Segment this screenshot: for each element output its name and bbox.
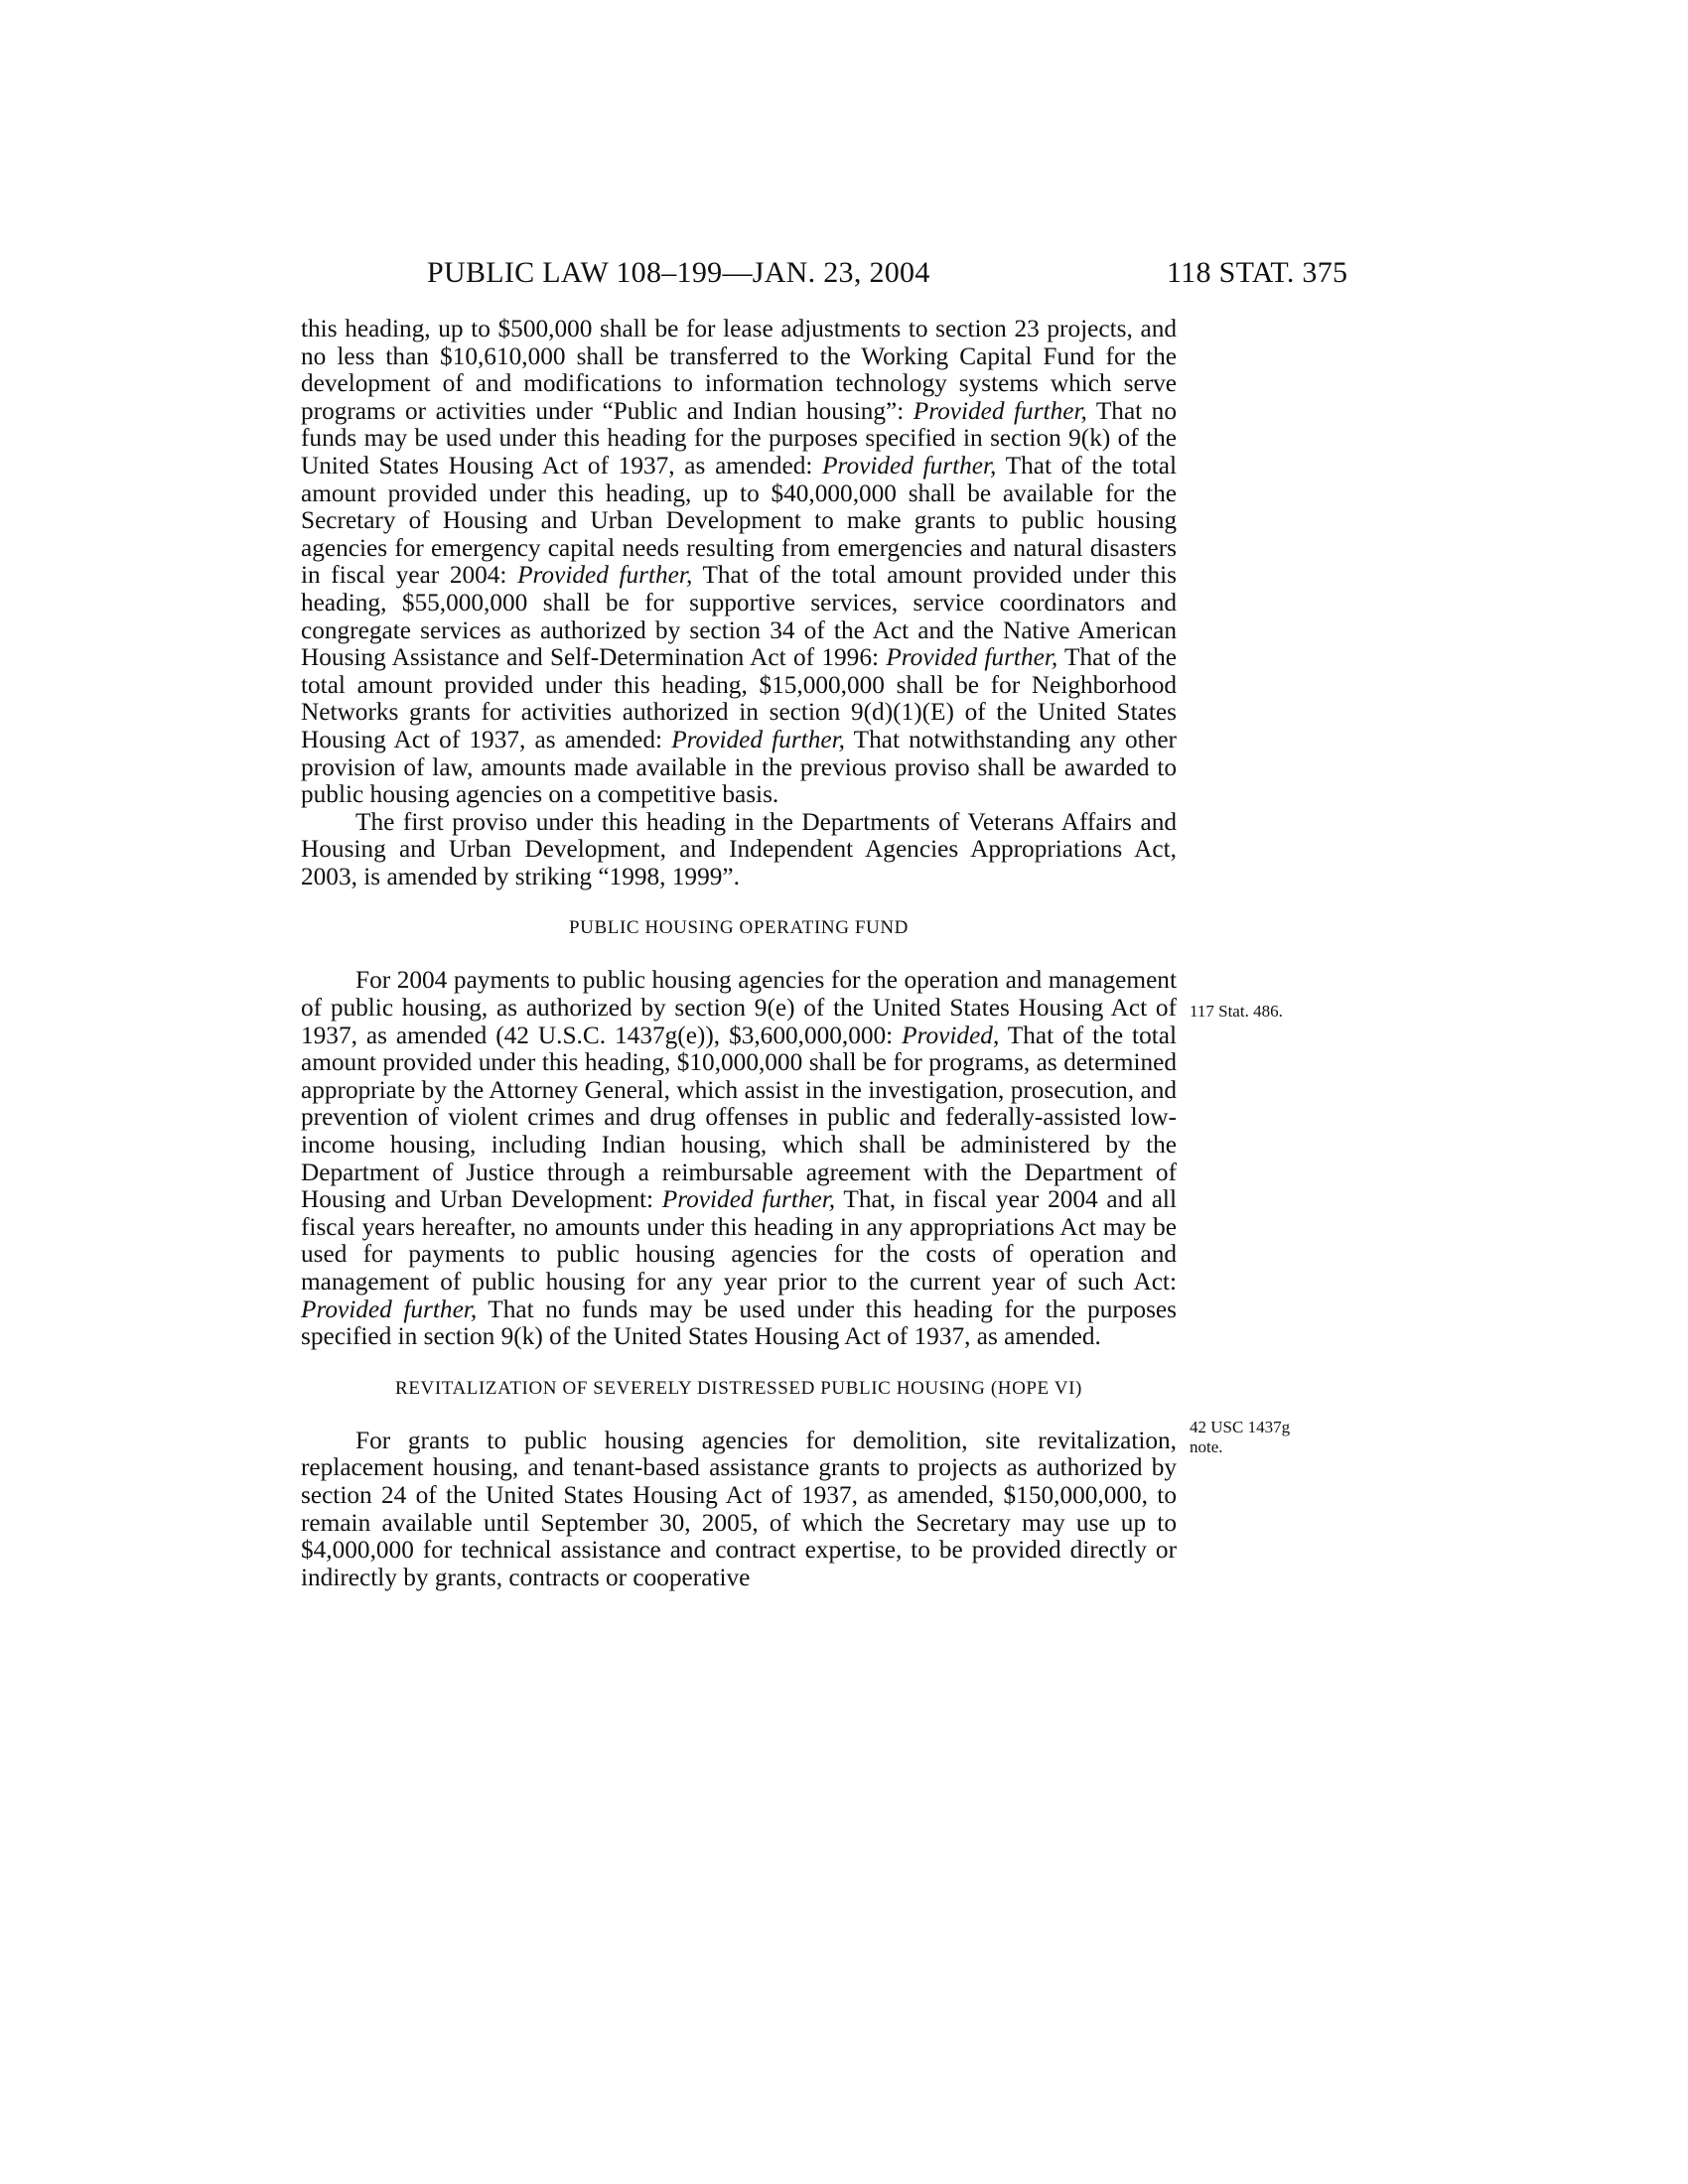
paragraph-operating-fund: For 2004 payments to public housing agencies for the operation and management of public housing, as authorized by section 9(e) of the United States Housing Act of 1937, as amended (42 U.S.C. 1437g(e)), $3,600,000,000: Provided, That of the total amount provided under this heading, $10,000,000 shall be for programs, as determined appropriate by the Attorney General, which assist in the investigation, prosecution, and prevention of violent crimes and drug offenses in public and federally-assisted low-income housing, including Indian housing, which shall be administered by the Department of Justice through a reimbursable agreement with the Department of Housing and Urban Development: Provided further, That, in fiscal year 2004 and all fiscal years hereafter, no amounts under this heading in any appropriations Act may be used for payments to public housing agencies for the costs of operation and management of public housing for any year prior to the current year of such Act: Provided further, That no funds may be used under this heading for the purposes specified in section 9(k) of the United States Housing Act of 1937, as amended.	[301, 966, 1178, 1351]
margin-note-stat-reference: 117 Stat. 486.	[1190, 1002, 1283, 1021]
paragraph-hope-vi: For grants to public housing agencies for demolition, site revitalization, replacement housing, and tenant-based assistance grants to projects as authorized by section 24 of the United States Housing Act of 1937, as amended, $150,000,000, to remain available until September 30, 2005, of which the Secretary may use up to $4,000,000 for technical assistance and contract expertise, to be provided directly or indirectly by grants, contracts or cooperative	[301, 1426, 1177, 1591]
statute-page-number: 118 STAT. 375	[1167, 256, 1348, 289]
page-header	[0, 256, 1688, 296]
paragraph-first-proviso-amendment: The first proviso under this heading in the Departments of Veterans Affairs and Housing and Urban Development, and Independent Agencies Appropriations Act, 2003, is amended by striking “1998, 1999”.	[301, 807, 1177, 890]
running-head: PUBLIC LAW 108–199—JAN. 23, 2004	[427, 256, 930, 289]
document-body	[301, 316, 1177, 1591]
margin-note-usc-reference: 42 USC 1437g note.	[1190, 1418, 1291, 1456]
section-heading-hope-vi: REVITALIZATION OF SEVERELY DISTRESSED PUBLIC HOUSING (HOPE VI)	[395, 1377, 1082, 1399]
paragraph-tenant-based-provisos: this heading, up to $500,000 shall be for lease adjustments to section 23 projects, and no less than $10,610,000 shall be transferred to the Working Capital Fund for the development of and modifications to information technology systems which serve programs or activities under “Public and Indian housing”: Provided further, That no funds may be used under this heading for the purposes specified in section 9(k) of the United States Housing Act of 1937, as amended: Provided further, That of the total amount provided under this heading, up to $40,000,000 shall be available for the Secretary of Housing and Urban Development to make grants to public housing agencies for emergency capital needs resulting from emergencies and natural disasters in fiscal year 2004: Provided further, That of the total amount provided under this heading, $55,000,000 shall be for supportive services, service coordinators and congregate services as authorized by section 34 of the Act and the Native American Housing Assistance and Self-Determination Act of 1996: Provided further, That of the total amount provided under this heading, $15,000,000 shall be for Neighborhood Networks grants for activities authorized in section 9(d)(1)(E) of the United States Housing Act of 1937, as amended: Provided further, That notwithstanding any other provision of law, amounts made available in the previous proviso shall be awarded to public housing agencies on a competitive basis.	[301, 315, 1177, 809]
section-heading-operating-fund: PUBLIC HOUSING OPERATING FUND	[568, 917, 909, 939]
